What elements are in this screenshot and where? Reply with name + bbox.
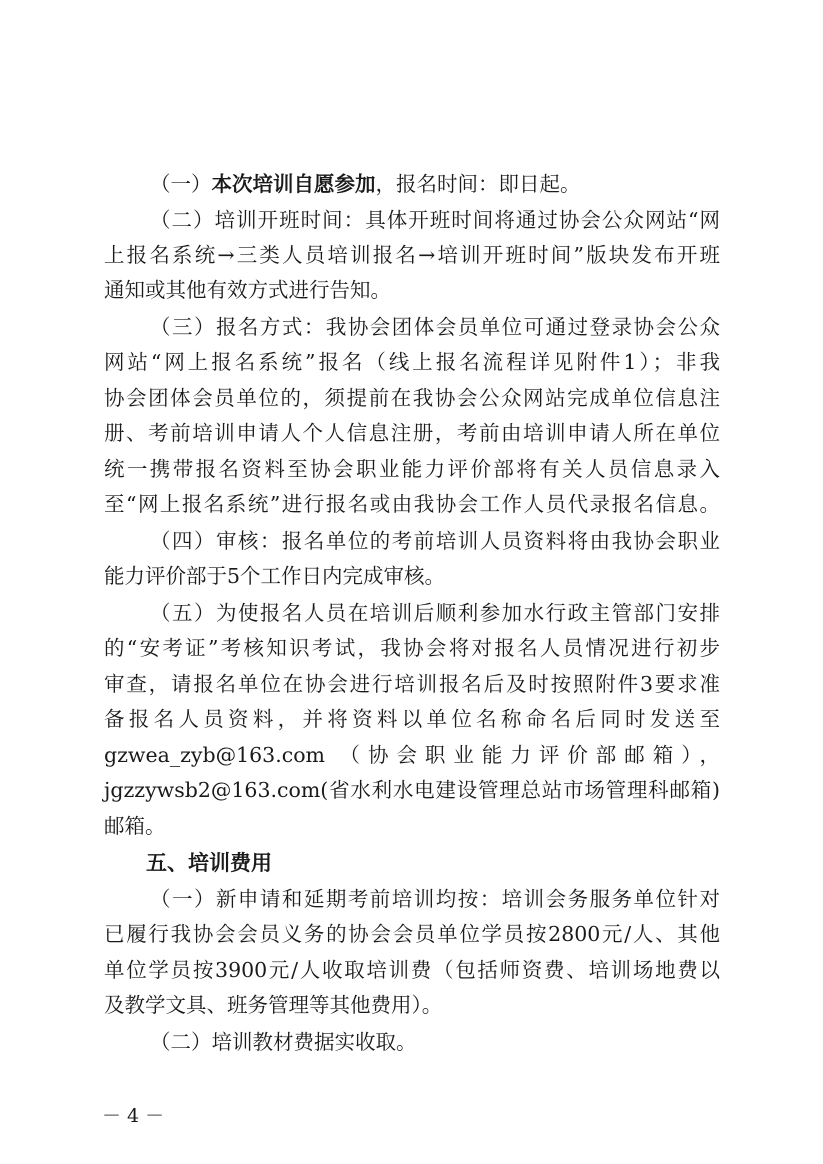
paragraph-text: ，报名时间：即日起。 [375,172,581,196]
emphasis-text: 本次培训自愿参加 [211,172,376,196]
section-heading-training-fees: 五、培训费用 [146,851,272,875]
paragraph-line: （一）新申请和延期考前培训均按：培训会务服务单位针对 [150,887,720,911]
paragraph-line: 已履行我协会会员义务的协会会员单位学员按2800元/人、其他 [104,922,720,946]
paragraph-line: （四）审核：报名单位的考前培训人员资料将由我协会职业 [150,529,720,553]
email-line-association: gzwea_zyb@163.com （协会职业能力评价部邮箱）， [104,743,720,767]
paragraph-prefix: （一） [150,172,212,196]
paragraph-line: （三）报名方式：我协会团体会员单位可通过登录协会公众 [150,315,720,339]
paragraph-line: 统一携带报名资料至协会职业能力评价部将有关人员信息录入 [104,457,720,481]
paragraph-line: 及教学文具、班务管理等其他费用）。 [104,993,443,1017]
paragraph-line: （二）培训开班时间：具体开班时间将通过协会公众网站“网 [150,208,720,232]
paragraph-line: （二）培训教材费据实收取。 [150,1030,417,1054]
paragraph-line: （五）为使报名人员在培训后顺利参加水行政主管部门安排 [150,601,720,625]
paragraph-line: 能力评价部于5个工作日内完成审核。 [104,564,446,588]
paragraph-line: 网站“网上报名系统”报名（线上报名流程详见附件1）；非我 [104,350,720,374]
page-number: － 4 － [102,1105,165,1127]
paragraph-registration-voluntary [150,170,720,198]
paragraph-line: 邮箱。 [104,814,166,838]
paragraph-line: 至“网上报名系统”进行报名或由我协会工作人员代录报名信息。 [104,492,720,516]
paragraph-line: 通知或其他有效方式进行告知。 [104,278,391,302]
paragraph-line: 单位学员按3900元/人收取培训费（包括师资费、培训场地费以 [104,958,720,982]
paragraph-line: 协会团体会员单位的，须提前在我协会公众网站完成单位信息注 [104,386,720,410]
email-line-station: jgzzywsb2@163.com(省水利水电建设管理总站市场管理科邮箱) [104,778,720,802]
paragraph-line: 审查，请报名单位在协会进行培训报名后及时按照附件3要求准 [104,672,720,696]
paragraph-line: 备报名人员资料，并将资料以单位名称命名后同时发送至 [104,707,720,731]
paragraph-line: 的“安考证”考核知识考试，我协会将对报名人员情况进行初步 [104,636,720,660]
paragraph-line: 上报名系统→三类人员培训报名→培训开班时间”版块发布开班 [104,243,720,267]
paragraph-line: 册、考前培训申请人个人信息注册，考前由培训申请人所在单位 [104,421,720,445]
